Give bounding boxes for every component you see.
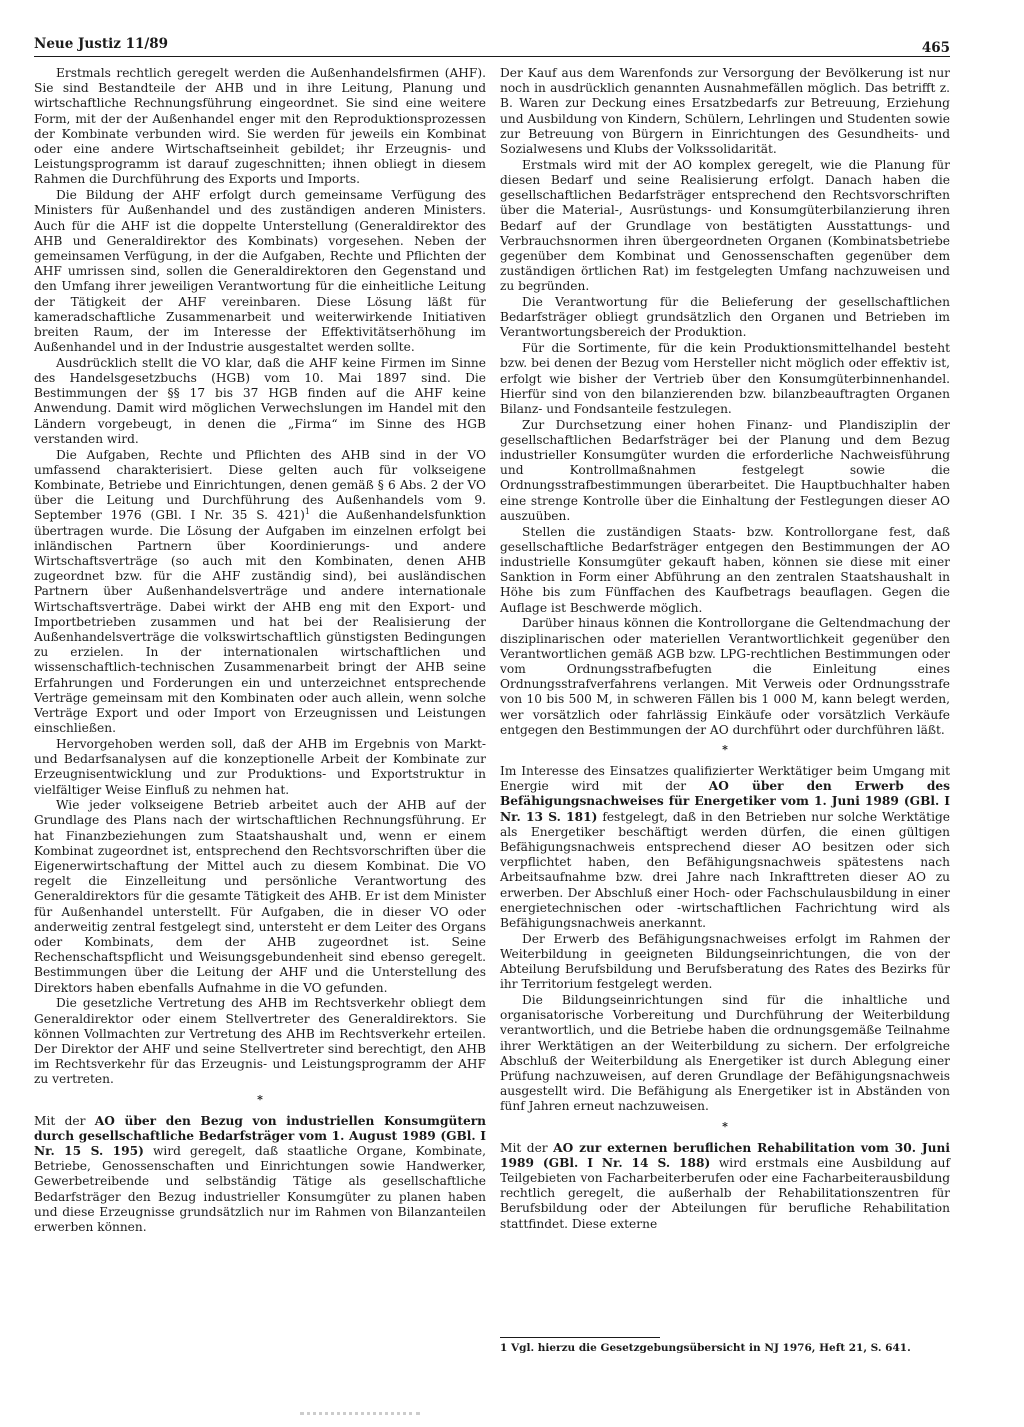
right-paragraph-6: Stellen die zuständigen Staats- bzw. Kontrollorgane fest, daß gesellschaftliche Bedarfsträger entgegen den Bestimmungen der AO industrielle Konsumgüter gekauft haben, können sie diese mit einer Sanktion in Form einer Abführung an den zentralen Staatshaushalt in Höhe bis zum Fünffachen des Kaufbetrags beauflagen. Gegen die Auflage ist Beschwerde möglich. [500, 524, 950, 615]
page-number: 465 [921, 40, 950, 56]
page-header [34, 30, 950, 57]
left-paragraph-4 [34, 448, 486, 737]
right-paragraph-5: Zur Durchsetzung einer hohen Finanz- und Plandisziplin der gesellschaftlichen Bedarfsträger bei der Planung und dem Bezug industrieller Konsumgüter wurden die erforderliche Nachweisführung und Kontrollmaßnahmen festgelegt sowie die Ordnungsstrafbestimmungen überarbeitet. Die Hauptbuchhalter haben eine strenge Kontrolle über die Einhaltung der Festlegungen dieser AO auszuüben. [500, 417, 950, 523]
left-paragraph-5: Hervorgehoben werden soll, daß der AHB im Ergebnis von Markt- und Bedarfsanalysen auf die konzeptionelle Arbeit der Kombinate zur Erzeugnisentwicklung und zur Produktions- und Exportstruktur in vielfältiger Weise Einfluß zu nehmen hat. [34, 736, 486, 797]
regulation-title-rehabilitation: AO zur externen beruflichen Rehabilitation vom 30. Juni 1989 (GBl. I Nr. 14 S. 188) [500, 1140, 950, 1170]
left-paragraph-4-rest: die Außenhandelsfunktion übertragen wurde. Die Lösung der Aufgaben im einzelnen erfolgt bei inländischen Partnern über Koordinierungs- und andere Wirtschaftsverträge (so auch mit den Kombinaten, denen AHB zugeordnet bzw. für die AHF zuständig sind), bei ausländischen Partnern über Außenhandelsverträge und andere internationale Wirtschaftsverträge. Dabei wirkt der AHB eng mit den Export- und Importbetrieben zusammen und hat bei der Realisierung der Außenhandelsverträge die volkswirtschaftlich günstigsten Bedingungen zu erzielen. In der internationalen wirtschaftlichen und wissenschaftlich-technischen Zusammenarbeit bringt der AHB seine Erfahrungen und Forderungen ein und unterzeichnet entsprechende Verträge gemeinsam mit den Kombinaten oder auch allein, wenn solche Verträge Export und oder Import von Erzeugnissen und Leistungen einschließen. [34, 508, 486, 736]
print-smudge [300, 1412, 420, 1423]
left-paragraph-8 [34, 1114, 486, 1236]
footnote: 1 Vgl. hierzu die Gesetzgebungsübersicht in NJ 1976, Heft 21, S. 641. [500, 1342, 911, 1354]
right-paragraph-1: Der Kauf aus dem Warenfonds zur Versorgung der Bevölkerung ist nur noch in ausdrücklich genannten Ausnahmefällen möglich. Das betrifft z. B. Waren zur Deckung eines Ersatzbedarfs zur Betreuung, Erziehung und Ausbildung von Kindern, Schülern, Lehrlingen und Studenten sowie zur Betreuung von Bürgern in Einrichtungen des Gesundheits- und Sozialwesens und Klubs der Volkssolidarität. [500, 66, 950, 157]
left-paragraph-6: Wie jeder volkseigene Betrieb arbeitet auch der AHB auf der Grundlage des Plans nach der wirtschaftlichen Rechnungsführung. Er hat Finanzbeziehungen zum Staatshaushalt und, wenn er einem Kombinat zugeordnet ist, entsprechend den Rechtsvorschriften über die Eigenerwirtschaftung der Mittel auch zu diesem Kombinat. Die VO regelt die Einzelleitung und persönliche Verantwortung des Generaldirektors für die gesamte Tätigkeit des AHB. Er ist dem Minister für Außenhandel unterstellt. Für Aufgaben, die in dieser VO oder anderweitig zentral festgelegt sind, untersteht er dem Leiter des Organs oder Kombinats, dem der AHB zugeordnet ist. Seine Rechenschaftspflicht und Weisungsgebundenheit sind ebenso geregelt. Bestimmungen über die Leitung der AHF und die Unterstellung des Direktors haben ebenfalls Aufnahme in die VO gefunden. [34, 798, 486, 995]
section-separator-2: * [722, 1119, 728, 1133]
right-column [500, 66, 950, 1232]
right-paragraph-9: Der Erwerb des Befähigungsnachweises erfolgt im Rahmen der Weiterbildung in geeigneten Bildungseinrichtungen, die von der Abteilung Berufsbildung und Berufsberatung des Rates des Bezirks für ihr Territorium festgelegt werden. [500, 931, 950, 992]
left-paragraph-8-rest: wird geregelt, daß staatliche Organe, Kombinate, Betriebe, Genossenschaften und Einrichtungen sowie Handwerker, Gewerbetreibende und selbständig Tätige als gesellschaftliche Bedarfsträger den Bezug industrieller Konsumgüter zu planen haben und diese Erzeugnisse grundsätzlich nur im Rahmen von Bilanzanteilen erwerben können. [34, 1144, 486, 1235]
right-paragraph-7: Darüber hinaus können die Kontrollorgane die Geltendmachung der disziplinarischen oder materiellen Verantwortlichkeit gegenüber den Verantwortlichen gemäß AGB bzw. LPG-rechtlichen Bestimmungen oder vom Ordnungsstrafbefugten die Einleitung eines Ordnungsstrafverfahrens verlangen. Mit Verweis oder Ordnungsstrafe von 10 bis 500 M, in schweren Fällen bis 1 000 M, kann belegt werden, wer vorsätzlich oder fahrlässig Einkäufe oder vorsätzlich Verkäufe entgegen den Bestimmungen der AO durchführt oder durchführen läßt. [500, 616, 950, 737]
right-paragraph-11-rest: wird erstmals eine Ausbildung auf Teilgebieten von Facharbeiterberufen oder eine Facharbeiterausbildung rechtlich geregelt, die außerhalb der Rehabilitationszentren für Berufsbildung oder der Abteilungen für berufliche Rehabilitation stattfindet. Diese externe [500, 1155, 950, 1231]
left-paragraph-3: Ausdrücklich stellt die VO klar, daß die AHF keine Firmen im Sinne des Handelsgesetzbuchs (HGB) vom 10. Mai 1897 sind. Die Bestimmungen der §§ 17 bis 37 HGB finden auf die AHF keine Anwendung. Damit wird möglichen Verwechslungen im Handel mit den Ländern vorgebeugt, in denen die „Firma“ im Sinne des HGB verstanden wird. [34, 355, 486, 446]
right-paragraph-8-rest: festgelegt, daß in den Betrieben nur solche Werktätige als Energetiker beschäftigt werden dürfen, die einen gültigen Befähigungsnachweis entsprechend dieser AO besitzen oder sich verpflichtet haben, den Befähigungsnachweis spätestens nach Arbeitsaufnahme bzw. drei Jahre nach Inkrafttreten dieser AO zu erwerben. Der Abschluß einer Hoch- oder Fachschulausbildung in einer energietechnischen oder -wirtschaftlichen Fachrichtung wird als Befähigungsnachweis anerkannt. [500, 809, 950, 930]
left-paragraph-1: Erstmals rechtlich geregelt werden die Außenhandelsfirmen (AHF). Sie sind Bestandteile der AHB und in ihre Leitung, Planung und wirtschaftliche Rechnungsführung eingeordnet. Sie sind eine weitere Form, mit der der Außenhandel enger mit den Reproduktionsprozessen der Kombinate verbunden wird. Sie werden für jeweils ein Kombinat oder eine andere Wirtschaftseinheit gebildet; ihr Erzeugnis- und Leistungsprogramm ist darauf zugeschnitten; ihnen obliegt in diesem Rahmen die Durchführung des Exports und Imports. [34, 66, 486, 187]
right-paragraph-11-intro: Mit der [500, 1140, 554, 1155]
left-paragraph-7: Die gesetzliche Vertretung des AHB im Rechtsverkehr obliegt dem Generaldirektor oder einem Stellvertreter des Generaldirektors. Sie können Vollmachten zur Vertretung des AHB im Rechtsverkehr erteilen. Der Direktor der AHF und seine Stellvertreter sind berechtigt, den AHB im Rechtsverkehr für das Erzeugnis- und Leistungsprogramm der AHF zu vertreten. [34, 996, 486, 1087]
regulation-title-energetiker: AO über den Erwerb des Befähigungsnachweises für Energetiker vom 1. Juni 1989 (GBl. I Nr. 13 S. 181) [500, 779, 950, 824]
right-paragraph-3: Die Verantwortung für die Belieferung der gesellschaftlichen Bedarfsträger obliegt grundsätzlich den Organen und Betrieben im Verantwortungsbereich der Produktion. [500, 295, 950, 340]
right-paragraph-11 [500, 1141, 950, 1232]
left-column [34, 66, 486, 1236]
left-paragraph-8-intro: Mit der [34, 1113, 95, 1128]
footnote-reference: 1 [304, 507, 310, 517]
right-paragraph-8-intro: Im Interesse des Einsatzes qualifizierter Werktätiger beim Umgang mit Energie wird mit der [500, 763, 950, 794]
regulation-title-konsumgueter: AO über den Bezug von industriellen Konsumgütern durch gesellschaftliche Bedarfsträger vom 1. August 1989 (GBl. I Nr. 15 S. 195) [34, 1113, 486, 1159]
section-separator: * [257, 1092, 263, 1106]
right-paragraph-4: Für die Sortimente, für die kein Produktionsmittelhandel besteht bzw. bei denen der Bezug vom Hersteller nicht möglich oder effektiv ist, erfolgt wie bisher der Vertrieb über den Konsumgüterbinnenhandel. Hierfür sind von den bilanzierenden bzw. bilanzbeauftragten Organen Bilanz- und Fondsanteile festzulegen. [500, 341, 950, 416]
footnote-divider [500, 1337, 660, 1338]
right-paragraph-8 [500, 764, 950, 931]
journal-title: Neue Justiz 11/89 [34, 36, 169, 52]
section-separator-1: * [722, 742, 728, 756]
right-paragraph-10: Die Bildungseinrichtungen sind für die inhaltliche und organisatorische Vorbereitung und Durchführung der Weiterbildung verantwortlich, und die Betriebe haben die ordnungsgemäße Teilnahme ihrer Werktätigen an der Weiterbildung zu sichern. Der erfolgreiche Abschluß der Weiterbildung als Energetiker ist durch Ablegung einer Prüfung nachzuweisen, auf deren Grundlage der Befähigungsnachweis ausgestellt wird. Die Befähigung als Energetiker ist in Abständen von fünf Jahren erneut nachzuweisen. [500, 992, 950, 1114]
left-paragraph-2: Die Bildung der AHF erfolgt durch gemeinsame Verfügung des Ministers für Außenhandel und des zuständigen anderen Ministers. Auch für die AHF ist die doppelte Unterstellung (Generaldirektor des AHB und Generaldirektor des Kombinats) vorgesehen. Neben der gemeinsamen Verfügung, in der die Aufgaben, Rechte und Pflichten der AHF umrissen sind, sollen die Generaldirektoren den Gegenstand und den Umfang ihrer jeweiligen Verantwortung für die einheitliche Leitung der Tätigkeit der AHF vereinbaren. Diese Lösung läßt für kameradschaftliche Zusammenarbeit und weiterwirkende Initiativen breiten Raum, der im Interesse der Effektivitätserhöhung im Außenhandel und in der Industrie ausgestaltet werden sollte. [34, 188, 486, 355]
right-paragraph-2: Erstmals wird mit der AO komplex geregelt, wie die Planung für diesen Bedarf und seine Realisierung erfolgt. Danach haben die gesellschaftlichen Bedarfsträger entsprechend den Rechtsvorschriften über die Material-, Ausrüstungs- und Konsumgüterbilanzierung ihren Bedarf auf der Grundlage von bestätigten Ausstattungs- und Verbrauchsnormen ihren übergeordneten Organen (Kombinatsbetriebe gegenüber dem Kombinat und Genossenschaften gegenüber dem zuständigen örtlichen Rat) im festgelegten Umfang nachzuweisen und zu begründen. [500, 157, 950, 294]
left-paragraph-4-text: Die Aufgaben, Rechte und Pflichten des AHB sind in der VO umfassend charakterisiert. Diese gelten auch für volkseigene Kombinate, Betriebe und Einrichtungen, denen gemäß § 6 Abs. 2 der VO über die Leitung und Durchführung des Außenhandels vom 9. September 1976 (GBl. I Nr. 35 S. 421) [34, 447, 486, 523]
